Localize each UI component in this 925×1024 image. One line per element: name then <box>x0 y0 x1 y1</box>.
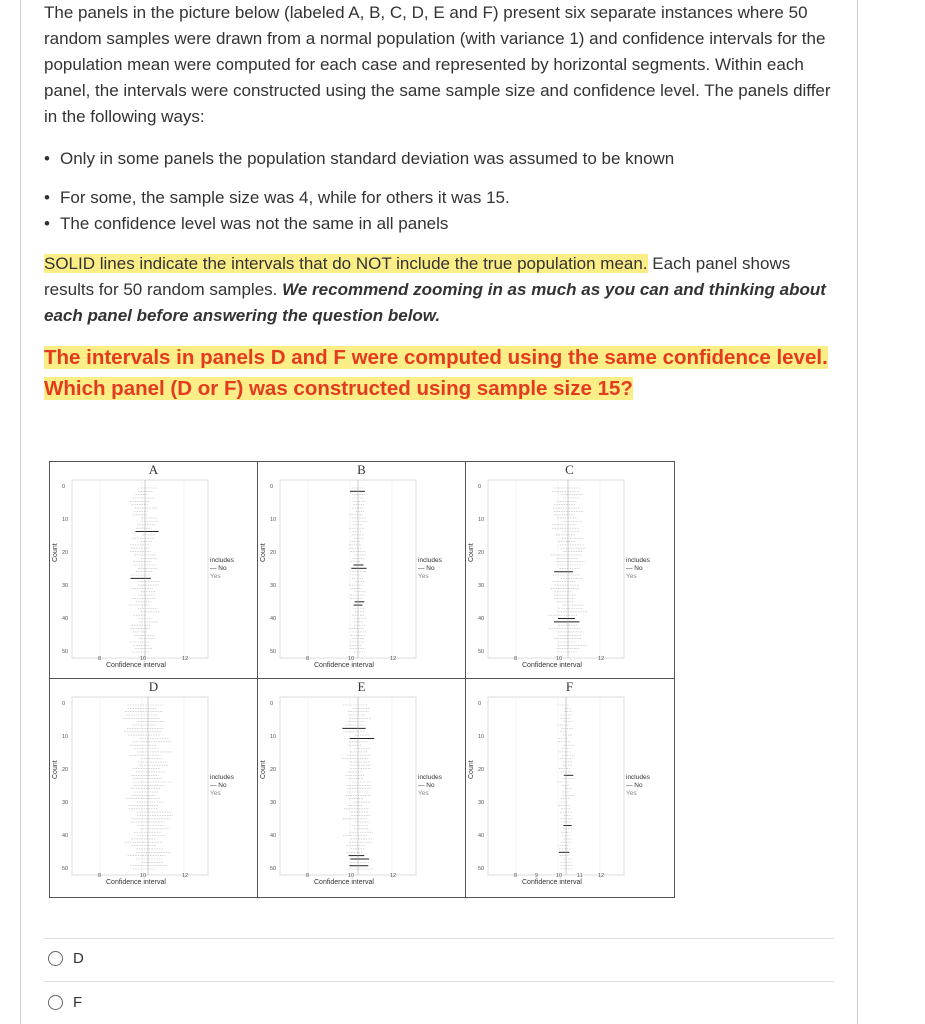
y-tick: 20 <box>270 550 277 556</box>
bullet-list <box>44 146 844 237</box>
bullet-2: • For some, the sample size was 4, while for others it was 15. <box>44 188 510 207</box>
y-tick: 0 <box>62 484 66 490</box>
x-axis-label: Confidence interval <box>314 879 374 886</box>
panel-c <box>466 462 673 678</box>
panel-title: C <box>565 462 574 477</box>
x-tick: 10 <box>348 873 355 879</box>
zoom-note: We recommend zooming in as much as you can and thinking about each panel before answering the question below. <box>44 280 826 325</box>
x-axis-label: Confidence interval <box>106 662 166 669</box>
panel-b <box>258 462 465 678</box>
left-border <box>20 0 21 1024</box>
y-tick: 40 <box>270 616 277 622</box>
option-divider-top <box>44 938 834 939</box>
y-tick: 20 <box>478 550 485 556</box>
x-tick: 8 <box>514 873 518 879</box>
y-tick: 10 <box>270 734 277 740</box>
y-tick: 10 <box>270 517 277 523</box>
x-tick: 12 <box>182 656 189 662</box>
panel-title: E <box>357 679 366 694</box>
x-tick: 12 <box>390 873 397 879</box>
panel-title: F <box>565 679 574 694</box>
y-tick: 30 <box>478 800 485 806</box>
intro-text: The panels in the picture below (labeled A, B, C, D, E and F) present six separate instances where 50 random samples were drawn from a normal population (with variance 1) and confidence intervals for the population mean were computed for each case and represented by horizontal segments. Within each panel, the intervals were constructed using the same sample size and confidence level. The panels differ in the following ways: <box>44 3 831 126</box>
x-tick: 12 <box>390 656 397 662</box>
y-tick: 10 <box>62 517 69 523</box>
y-axis-label: Count <box>468 760 475 779</box>
y-tick: 30 <box>62 583 69 589</box>
x-tick: 10 <box>556 873 563 879</box>
question-prompt: The intervals in panels D and F were computed using the same confidence level. Which panel (D or F) was constructed using sample size 15? <box>44 346 828 400</box>
y-tick: 50 <box>62 649 69 655</box>
y-tick: 20 <box>62 550 69 556</box>
x-tick: 8 <box>98 656 102 662</box>
x-tick: 10 <box>140 873 147 879</box>
legend: includes — No Yes <box>210 557 234 580</box>
x-axis-label: Confidence interval <box>106 879 166 886</box>
y-tick: 30 <box>62 800 69 806</box>
solid-note: SOLID lines indicate the intervals that do NOT include the true population mean. Each panel shows results for 50 random samples. We recommend zooming in as much as you can and thinking about each panel before answering the question below. <box>44 254 826 325</box>
y-tick: 30 <box>270 583 277 589</box>
solid-highlight: SOLID lines indicate the intervals that do NOT include the true population mean. <box>44 254 648 273</box>
legend: includes — No Yes <box>418 557 442 580</box>
y-tick: 30 <box>270 800 277 806</box>
y-tick: 20 <box>62 767 69 773</box>
x-tick: 11 <box>577 873 583 879</box>
y-axis-label: Count <box>52 760 59 779</box>
y-tick: 50 <box>270 866 277 872</box>
y-tick: 50 <box>62 866 69 872</box>
y-tick: 0 <box>270 701 274 707</box>
y-tick: 20 <box>478 767 485 773</box>
y-axis-label: Count <box>260 760 267 779</box>
y-tick: 40 <box>62 833 69 839</box>
y-tick: 40 <box>478 833 485 839</box>
panel-e <box>258 679 465 895</box>
y-tick: 50 <box>270 649 277 655</box>
right-border <box>857 0 858 1024</box>
y-tick: 50 <box>478 866 485 872</box>
x-axis-label: Confidence interval <box>314 662 374 669</box>
panel-a <box>50 462 257 678</box>
y-tick: 10 <box>478 517 485 523</box>
y-axis-label: Count <box>468 543 475 562</box>
x-tick: 12 <box>182 873 189 879</box>
x-tick: 12 <box>598 873 605 879</box>
x-tick: 12 <box>598 656 605 662</box>
y-axis-label: Count <box>260 543 267 562</box>
x-axis-label: Confidence interval <box>522 879 582 886</box>
y-axis-label: Count <box>52 543 59 562</box>
x-axis-label: Confidence interval <box>522 662 582 669</box>
panel-d <box>50 679 257 895</box>
y-tick: 40 <box>62 616 69 622</box>
option-divider-mid <box>44 981 834 982</box>
y-tick: 40 <box>478 616 485 622</box>
y-tick: 0 <box>478 484 482 490</box>
bullet-3: • The confidence level was not the same in all panels <box>44 214 449 233</box>
y-tick: 0 <box>270 484 274 490</box>
legend: includes — No Yes <box>418 774 442 797</box>
radio-d[interactable] <box>48 951 63 966</box>
panel-f <box>466 679 673 895</box>
x-tick: 9 <box>535 873 539 879</box>
x-tick: 10 <box>348 656 355 662</box>
question-body <box>44 0 844 404</box>
x-tick: 10 <box>556 656 563 662</box>
x-tick: 8 <box>306 656 310 662</box>
x-tick: 8 <box>514 656 518 662</box>
y-tick: 0 <box>62 701 66 707</box>
option-f[interactable]: F <box>48 994 82 1011</box>
y-tick: 40 <box>270 833 277 839</box>
y-tick: 50 <box>478 649 485 655</box>
y-tick: 0 <box>478 701 482 707</box>
y-tick: 20 <box>270 767 277 773</box>
panel-title: D <box>148 679 159 694</box>
option-d[interactable]: D <box>48 950 84 967</box>
panel-title: A <box>148 462 159 477</box>
radio-f[interactable] <box>48 995 63 1010</box>
legend: includes — No Yes <box>626 557 650 580</box>
x-tick: 8 <box>98 873 102 879</box>
figure-panels <box>49 461 675 898</box>
bullet-1: • Only in some panels the population standard deviation was assumed to be known <box>44 149 675 168</box>
y-tick: 30 <box>478 583 485 589</box>
legend: includes — No Yes <box>626 774 650 797</box>
panel-title: B <box>357 462 366 477</box>
legend: includes — No Yes <box>210 774 234 797</box>
y-tick: 10 <box>62 734 69 740</box>
x-tick: 10 <box>140 656 147 662</box>
y-tick: 10 <box>478 734 485 740</box>
x-tick: 8 <box>306 873 310 879</box>
